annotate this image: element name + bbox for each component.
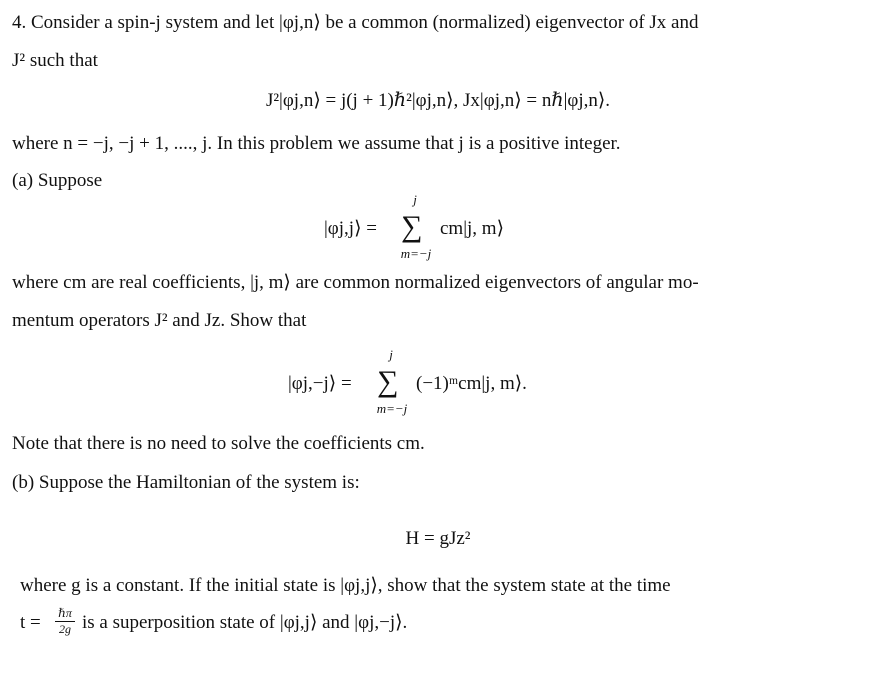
equation-sum-2-rhs: (−1)ᵐcm|j, m⟩. — [416, 373, 527, 394]
where-cm-line-1: where cm are real coefficients, |j, m⟩ are common normalized eigenvectors of angular mo- — [12, 272, 699, 293]
equation-sum-2-lhs: |φj,−j⟩ = — [288, 373, 352, 394]
part-b-label: (b) Suppose the Hamiltonian of the system is: — [12, 472, 360, 493]
time-prefix: t = — [20, 612, 41, 633]
equation-sum-1-lhs: |φj,j⟩ = — [324, 218, 377, 239]
equation-sum-2-lower: m=−j — [376, 401, 408, 416]
where-n-line: where n = −j, −j + 1, ...., j. In this problem we assume that j is a positive integer. — [12, 133, 621, 154]
time-fraction-numerator: ℏπ — [58, 606, 72, 620]
time-suffix: is a superposition state of |φj,j⟩ and |φj,−j⟩. — [82, 612, 408, 633]
equation-eigen: J²|φj,n⟩ = j(j + 1)ℏ²|φj,n⟩, Jx|φj,n⟩ = nℏ|φj,n⟩. — [265, 90, 611, 111]
note-line: Note that there is no need to solve the coefficients cm. — [12, 433, 425, 454]
equation-sum-2-upper: j — [389, 347, 393, 362]
equation-sum-1-upper: j — [413, 192, 417, 207]
sum-symbol-2: ∑ — [377, 365, 399, 398]
time-fraction-denominator: 2g — [59, 622, 71, 636]
where-g-line: where g is a constant. If the initial state is |φj,j⟩, show that the system state at the time — [20, 575, 671, 596]
intro-line-1: 4. Consider a spin-j system and let |φj,n⟩ be a common (normalized) eigenvector of Jx and — [12, 12, 699, 33]
sum-symbol-1: ∑ — [401, 210, 423, 243]
equation-hamiltonian: H = gJz² — [405, 528, 471, 549]
equation-sum-1-rhs: cm|j, m⟩ — [440, 218, 504, 239]
where-cm-line-2: mentum operators J² and Jz. Show that — [12, 310, 307, 331]
part-a-label: (a) Suppose — [12, 170, 103, 191]
intro-line-2: J² such that — [12, 50, 98, 71]
equation-sum-1-lower: m=−j — [400, 246, 432, 261]
